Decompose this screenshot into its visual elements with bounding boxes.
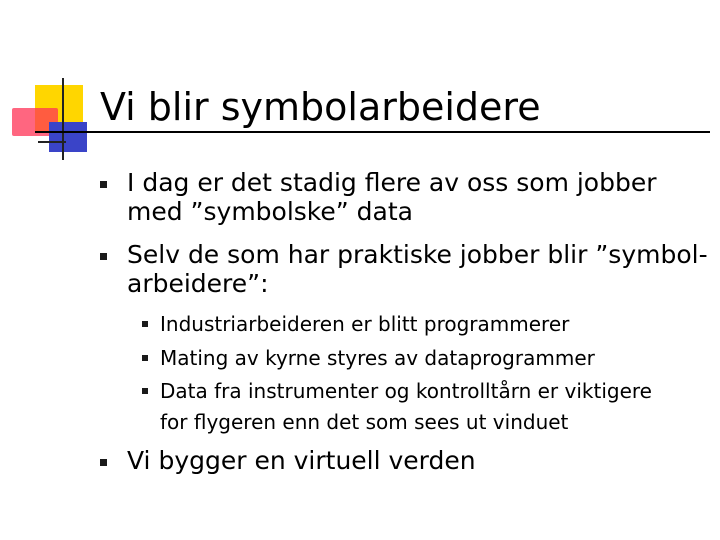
slide-title: Vi blir symbolarbeidere — [100, 85, 541, 129]
bullet-marker — [100, 181, 107, 188]
bullet-3-line-1: Vi bygger en virtuell verden — [127, 446, 476, 475]
title-underline — [35, 131, 710, 133]
bullet-1-line-1: I dag er det stadig flere av oss som jobber — [127, 168, 657, 197]
decorative-logo — [0, 0, 110, 170]
bullet-2-line-2: arbeidere”: — [127, 269, 269, 298]
sub-bullet-3-line-1: Data fra instrumenter og kontrolltårn er viktigere — [160, 379, 652, 403]
sub-bullet-1: Industriarbeideren er blitt programmerer — [160, 312, 570, 336]
logo-blue-square — [49, 122, 87, 152]
sub-bullet-marker — [142, 388, 148, 394]
sub-bullet-marker — [142, 321, 148, 327]
sub-bullet-3-line-2: for flygeren enn det som sees ut vinduet — [160, 410, 569, 434]
bullet-marker — [100, 459, 107, 466]
bullet-2-line-1: Selv de som har praktiske jobber blir ”symbol- — [127, 240, 708, 269]
bullet-1-line-2: med ”symbolske” data — [127, 197, 413, 226]
sub-bullet-2: Mating av kyrne styres av dataprogrammer — [160, 346, 595, 370]
logo-horizontal-line — [38, 141, 66, 143]
logo-vertical-line — [62, 78, 64, 160]
bullet-marker — [100, 253, 107, 260]
sub-bullet-marker — [142, 355, 148, 361]
